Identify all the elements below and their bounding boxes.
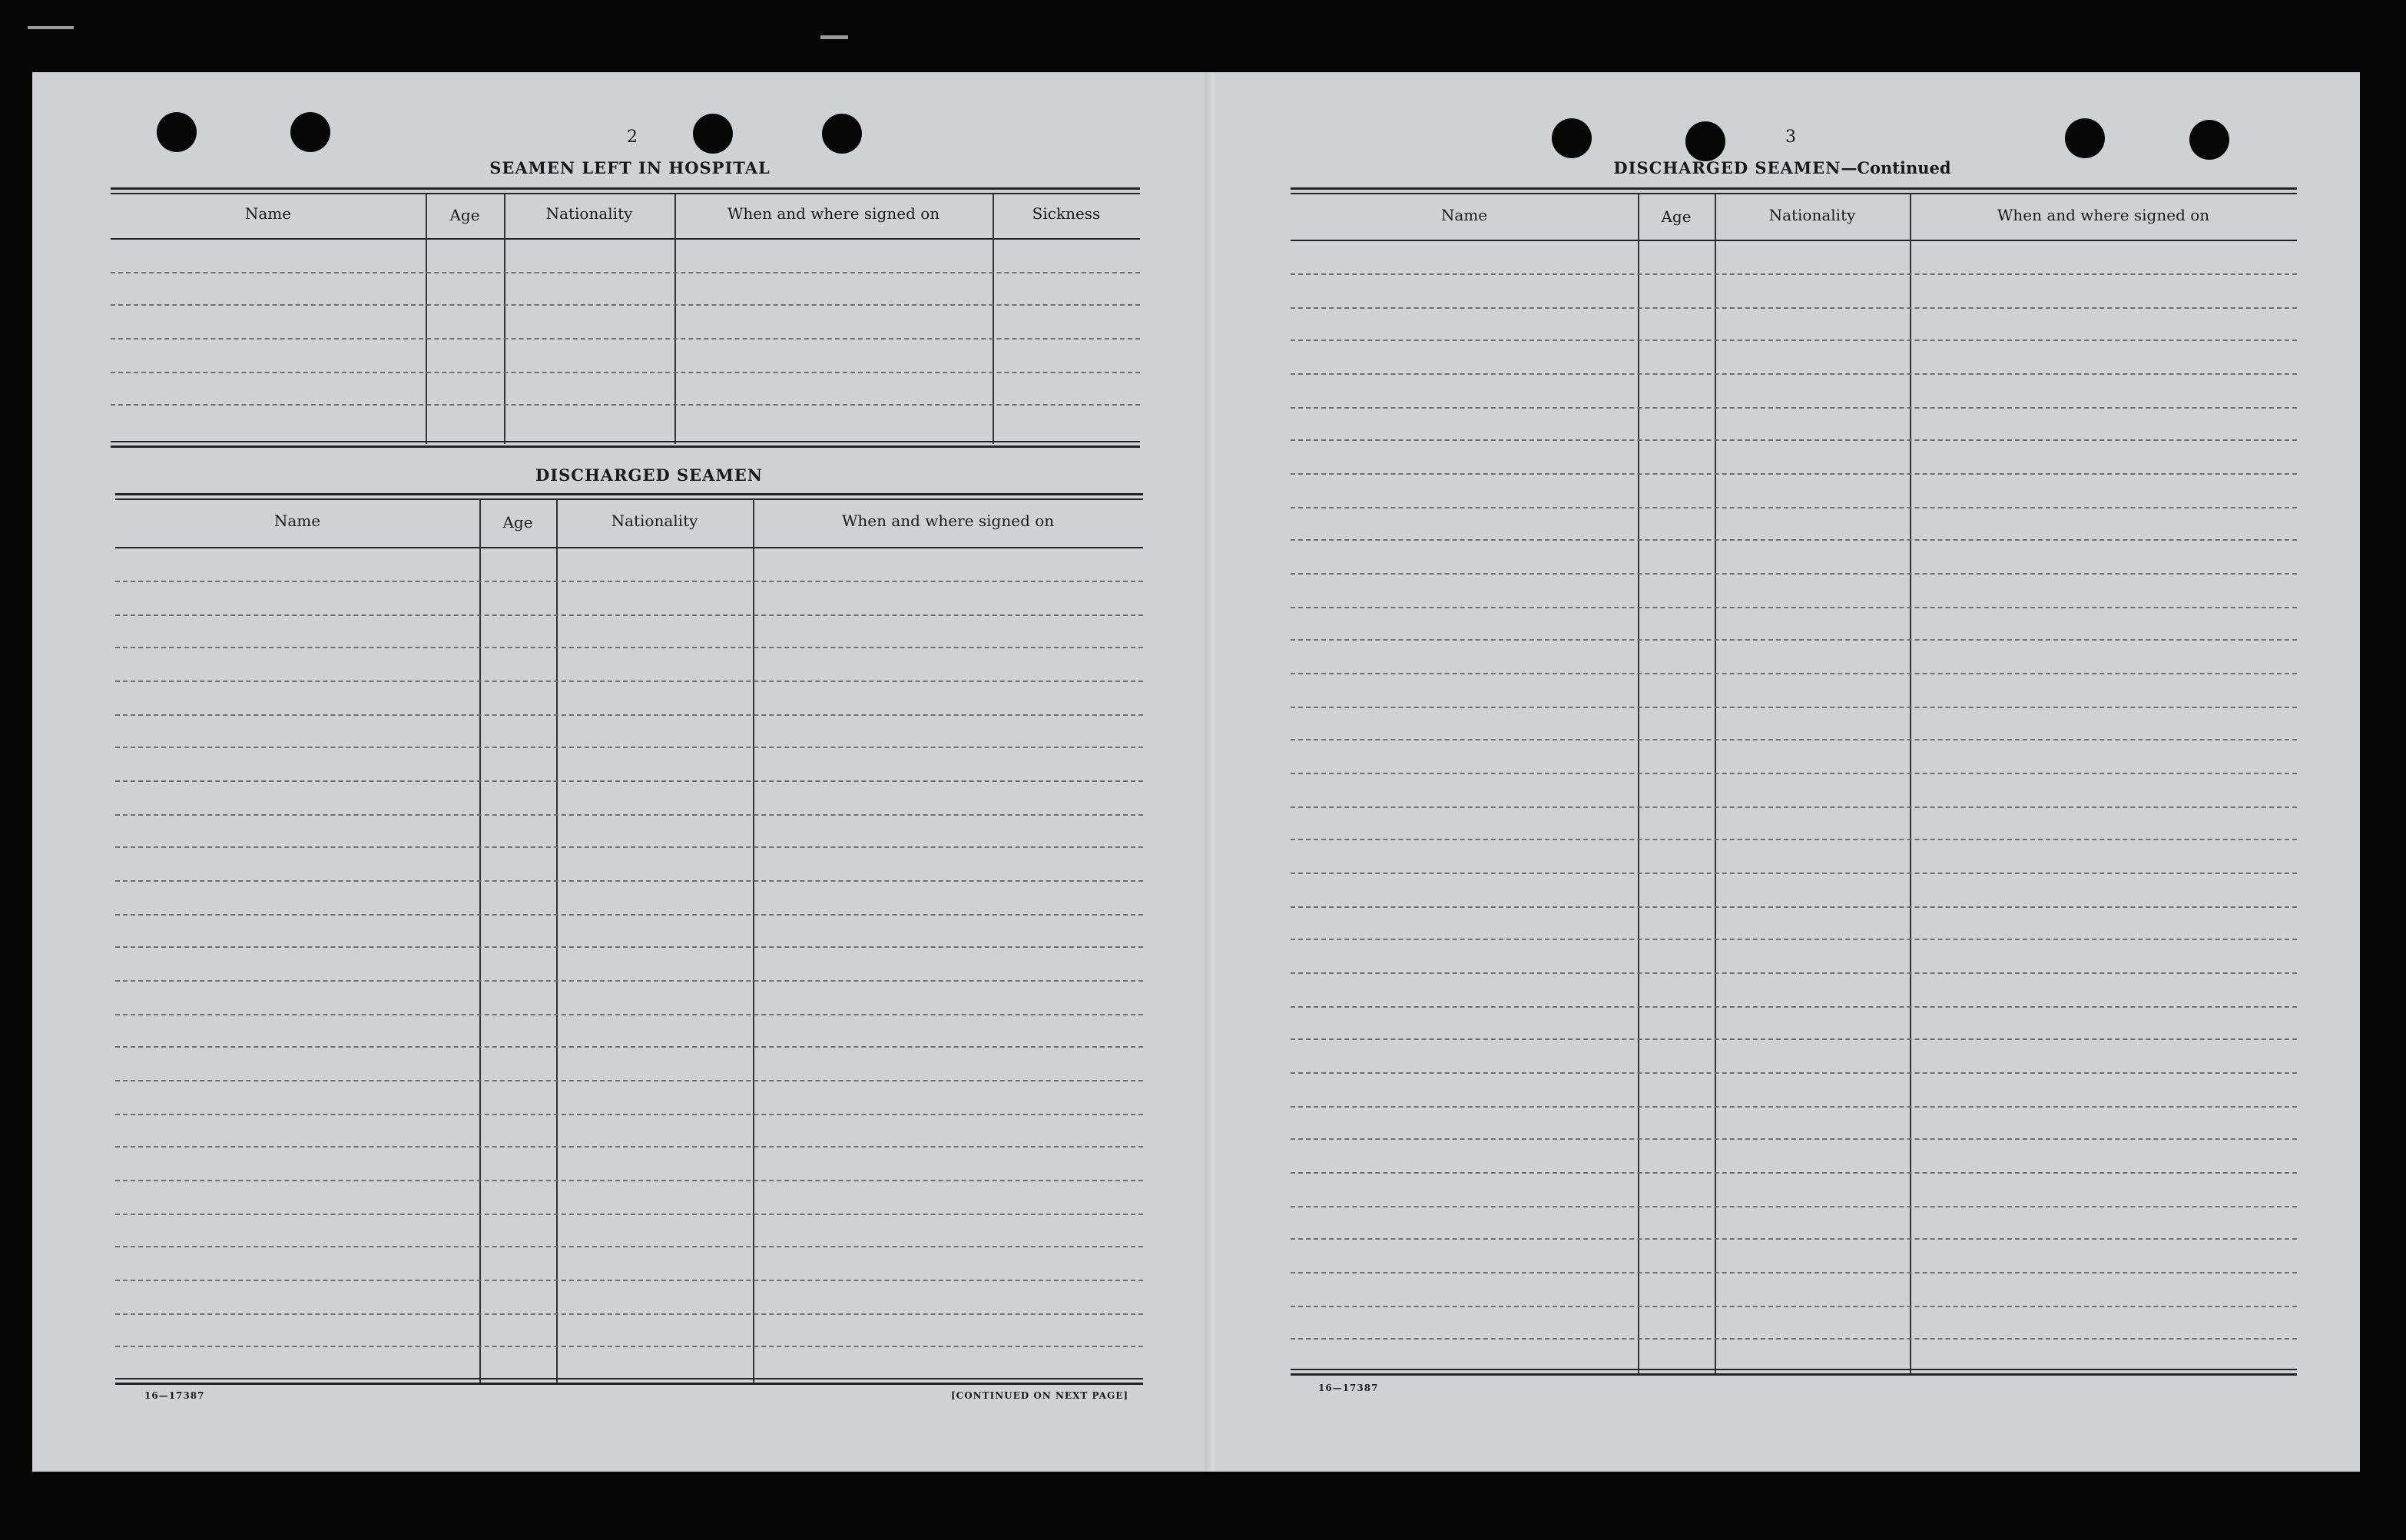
- section-title-main: DISCHARGED SEAMEN: [1613, 158, 1841, 177]
- entry-row: [115, 1080, 1143, 1081]
- entry-row: [1291, 839, 2297, 840]
- entry-row: [1291, 1006, 2297, 1008]
- entry-row: [115, 1146, 1143, 1148]
- entry-row: [1291, 473, 2297, 475]
- discharged-continued-title: [1536, 158, 2028, 177]
- entry-row: [111, 304, 1140, 306]
- entry-row: [115, 1214, 1143, 1215]
- entry-row: [115, 647, 1143, 648]
- entry-row: [115, 846, 1143, 848]
- continued-note: [CONTINUED ON NEXT PAGE]: [951, 1390, 1129, 1401]
- entry-row: [115, 1014, 1143, 1015]
- entry-row: [115, 780, 1143, 782]
- column-header-name: Name: [273, 512, 321, 530]
- entry-row: [1291, 1106, 2297, 1108]
- punch-hole: [2189, 120, 2229, 160]
- entry-row: [1291, 1072, 2297, 1074]
- entry-row: [115, 1346, 1143, 1347]
- entry-row: [1291, 939, 2297, 940]
- page-number: 3: [1785, 128, 1796, 147]
- entry-row: [1291, 639, 2297, 641]
- entry-row: [115, 880, 1143, 882]
- punch-hole: [693, 114, 733, 154]
- entry-row: [1291, 439, 2297, 441]
- entry-row: [1291, 1272, 2297, 1273]
- entry-row: [1291, 1206, 2297, 1207]
- discharged-continued-table: [1291, 187, 2297, 1375]
- column-header-age: Age: [1661, 207, 1692, 226]
- discharged-section-title: DISCHARGED SEAMEN: [535, 465, 763, 485]
- entry-row: [1291, 906, 2297, 908]
- entry-row: [115, 1280, 1143, 1281]
- punch-hole: [2065, 118, 2105, 158]
- punch-hole: [157, 112, 197, 152]
- entry-row: [115, 1046, 1143, 1048]
- entry-row: [1291, 1306, 2297, 1307]
- column-header-nationality: Nationality: [545, 204, 633, 223]
- scan-edge-mark: [820, 35, 848, 39]
- entry-row: [115, 747, 1143, 748]
- entry-row: [115, 614, 1143, 616]
- column-header-name: Name: [244, 204, 292, 223]
- entry-row: [115, 1246, 1143, 1247]
- form-number: 16—17387: [1318, 1383, 1379, 1393]
- punch-hole: [290, 112, 330, 152]
- entry-row: [1291, 273, 2297, 275]
- entry-row: [111, 272, 1140, 273]
- entry-row: [1291, 707, 2297, 708]
- entry-row: [115, 946, 1143, 948]
- column-header-age: Age: [449, 206, 480, 224]
- entry-row: [111, 404, 1140, 406]
- entry-row: [1291, 607, 2297, 608]
- entry-row: [1291, 1172, 2297, 1174]
- punch-hole: [1685, 121, 1725, 161]
- page-number: 2: [627, 128, 638, 147]
- entry-row: [1291, 373, 2297, 375]
- column-header-nationality: Nationality: [611, 512, 698, 530]
- column-header-signed-on: When and where signed on: [1997, 206, 2210, 224]
- entry-row: [1291, 773, 2297, 774]
- section-title-suffix: —Continued: [1841, 158, 1951, 177]
- entry-row: [1291, 806, 2297, 808]
- punch-hole: [822, 114, 862, 154]
- hospital-table: [111, 187, 1140, 447]
- entry-row: [1291, 1338, 2297, 1340]
- entry-row: [1291, 739, 2297, 740]
- entry-row: [1291, 873, 2297, 874]
- entry-row: [1291, 539, 2297, 541]
- entry-row: [1291, 339, 2297, 341]
- entry-row: [115, 681, 1143, 682]
- column-header-sickness: Sickness: [1032, 204, 1101, 223]
- discharged-table: [115, 493, 1143, 1384]
- entry-row: [1291, 1138, 2297, 1140]
- entry-row: [1291, 1038, 2297, 1040]
- entry-row: [115, 714, 1143, 716]
- entry-row: [1291, 673, 2297, 674]
- entry-row: [115, 814, 1143, 816]
- entry-row: [115, 1180, 1143, 1181]
- entry-row: [115, 914, 1143, 916]
- punch-hole: [1552, 118, 1592, 158]
- entry-row: [1291, 972, 2297, 974]
- entry-row: [115, 980, 1143, 982]
- entry-row: [1291, 407, 2297, 409]
- entry-row: [1291, 307, 2297, 309]
- entry-row: [115, 1114, 1143, 1115]
- column-header-signed-on: When and where signed on: [841, 512, 1055, 530]
- entry-row: [1291, 507, 2297, 508]
- column-header-age: Age: [502, 513, 533, 532]
- column-header-signed-on: When and where signed on: [727, 204, 940, 223]
- entry-row: [111, 372, 1140, 373]
- column-header-name: Name: [1440, 206, 1488, 224]
- hospital-section-title: SEAMEN LEFT IN HOSPITAL: [489, 158, 771, 177]
- entry-row: [1291, 1238, 2297, 1240]
- entry-row: [115, 1313, 1143, 1315]
- column-header-nationality: Nationality: [1768, 206, 1856, 224]
- entry-row: [111, 338, 1140, 339]
- form-number: 16—17387: [144, 1390, 205, 1401]
- entry-row: [1291, 573, 2297, 575]
- scan-edge-mark: [28, 26, 74, 29]
- entry-row: [115, 581, 1143, 582]
